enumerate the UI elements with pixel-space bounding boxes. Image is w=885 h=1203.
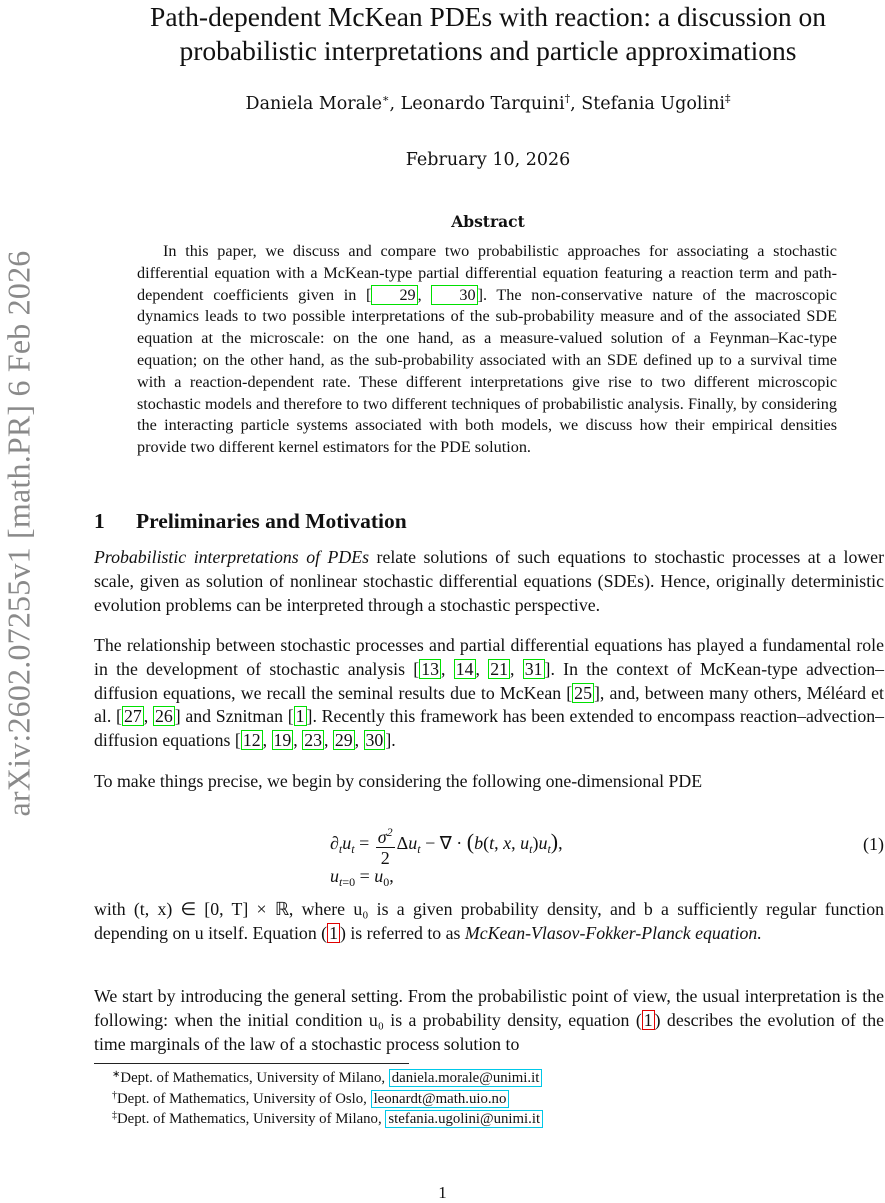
email-link[interactable]: stefania.ugolini@unimi.it	[385, 1110, 543, 1128]
footnote-item	[112, 1068, 812, 1089]
paragraph-text: ], and, between many others, Méléard et al. [	[94, 682, 884, 727]
paragraph-text: ] and Sznitman [	[174, 706, 294, 727]
emphasized-text: McKean-Vlasov-Fokker-Planck equation.	[464, 922, 762, 943]
paragraph-text: relate solutions of such equations to stochastic processes at a lower scale, given as solution of nonlinear stochastic differential equations (SDEs). Hence, originally deterministic evolution problems can be interpreted through a stochastic perspective.	[94, 547, 884, 615]
citation-link[interactable]: 23	[304, 730, 322, 751]
footnote-mark: ‡	[724, 92, 731, 105]
email-link[interactable]: leonardt@math.uio.no	[371, 1090, 510, 1108]
author-list: Daniela Morale∗, Leonardo Tarquini†, Stefania Ugolini‡	[245, 92, 731, 114]
paragraph-text: with (t, x) ∈ [0, T] × ℝ, where u₀ is a given probability density, and b a sufficiently regular function depending on u itself. Equation (	[94, 899, 884, 943]
paragraph-text: ) describes the evolution of the time marginals of the law of a stochastic process solution to	[94, 1009, 885, 1054]
citation-link[interactable]: 14	[455, 658, 474, 679]
footnote-item	[112, 1109, 812, 1130]
citation-link[interactable]: 1	[295, 706, 305, 727]
equation-line-1: $\partial_tu_t$ = $\frac{\sigma^2}{2}$ $\Delta u_t$ − ∇ · (b(t, x, $u_t)u_t$),	[330, 822, 563, 868]
publication-date: February 10, 2026	[405, 150, 571, 170]
footnote-mark: †	[112, 1089, 117, 1101]
footnote-text: Dept. of Mathematics, University of Milano,	[117, 1111, 386, 1127]
author-name: Stefania Ugolini	[581, 94, 725, 114]
email-link[interactable]: daniela.morale@unimi.it	[389, 1069, 543, 1087]
footnote-item	[112, 1089, 812, 1110]
citation-link[interactable]: 25	[574, 682, 592, 703]
section-title: Preliminaries and Motivation	[136, 509, 407, 533]
citation-link[interactable]: 21	[490, 658, 509, 679]
abstract-text: In this paper, we discuss and compare two probabilistic approaches for associating a stochastic differential equation with a McKean-type partial differential equation featuring a reaction term and path-dependent coefficients given in	[137, 242, 837, 304]
paragraph-text: ].	[385, 730, 396, 751]
author-name: Leonardo Tarquini	[400, 94, 565, 114]
abstract-body: In this paper, we discuss and compare two probabilistic approaches for associating a stochastic differential equation with a McKean-type partial differential equation featuring a reaction term and path-dependent coefficients given in [ 29 , 30 ]. The non-conservative nature of the macroscopic dynamics leads to two possible interpretations of the sub-probability measure and of the associated SDE equation at the microscale: on the one hand, as a measure-valued solution of a Feynman–Kac-type equation; on the other hand, as the sub-probability associated with an SDE defined up to a survival time with a reaction-dependent rate. These different interpretations give rise to two different microscopic stochastic models and therefore to two different techniques of probabilistic analysis. Finally, by considering the interacting particle systems associated with both models, we discuss how their empirical densities provide two different kernel estimators for the PDE solution.	[137, 242, 837, 457]
paragraph-text: The relationship between stochastic processes and partial differential equations has played a fundamental role in the development of stochastic analysis [	[94, 635, 884, 679]
footnote-text: Dept. of Mathematics, University of Milano,	[120, 1070, 389, 1086]
paper-title	[88, 0, 885, 68]
equation-reference-link[interactable]: 1	[329, 922, 338, 943]
title-line-2: probabilistic interpretations and particle approximations	[179, 35, 797, 66]
section-number: 1	[94, 509, 105, 533]
paragraph	[94, 898, 884, 946]
paragraph-text: We start by introducing the general setting. From the probabilistic point of view, the usual interpretation is the following: when the initial condition u₀ is a probability density, equation (	[94, 986, 884, 1030]
section-heading	[94, 506, 407, 536]
abstract-text: . The non-conservative nature of the macroscopic dynamics leads to two possible interpretations of the sub-probability measure and of the associated SDE equation at the microscale: on the one hand, as a measure-valued solution of a Feynman–Kac-type equation; on the other hand, as the sub-probability associated with an SDE defined up to a survival time with a reaction-dependent rate. These different interpretations give rise to two different microscopic stochastic models and therefore to two different techniques of probabilistic analysis. Finally, by considering the interacting particle systems associated with both models, we discuss how their empirical densities provide two different kernel estimators for the PDE solution.	[137, 285, 837, 457]
citation-link[interactable]: 12	[242, 730, 261, 751]
paragraph-text: ]. In the context of McKean-type advection–diffusion equations, we recall the seminal results due to McKean [	[94, 658, 885, 703]
paragraph-text: ) is referred to as	[339, 922, 465, 943]
display-equation	[330, 808, 885, 890]
equation-number: (1)	[863, 834, 884, 854]
footnote-separator	[94, 1063, 409, 1064]
footnotes	[112, 1068, 812, 1130]
equation-line-2: $u_{t=0} = u_0$,	[330, 866, 394, 889]
title-line-1: Path-dependent McKean PDEs with reaction: a discussion on	[150, 1, 826, 32]
paragraph	[94, 546, 884, 617]
citation-link[interactable]: 27	[123, 706, 142, 727]
paragraph	[94, 985, 884, 1056]
paragraph: The relationship between stochastic processes and partial differential equations has played a fundamental role in the development of stochastic analysis [ 13 , 14 , 21 , 31 ]. In the context of McKean-type advection–diffusion equations, we recall the seminal results due to McKean [ 25 ], and, between many others, Méléard et al. [ 27 , 26 ] and Sznitman [ 1 ]. Recently this framework has been extended to encompass reaction–advection–diffusion equations [ 12 , 19 , 23 , 29 , 30 ].	[94, 635, 885, 751]
paragraph-text: ]. Recently this framework has been extended to encompass reaction–advection–diffusion equations [	[94, 706, 884, 751]
footnote-mark: †	[564, 92, 571, 105]
citation-link[interactable]: 26	[154, 706, 173, 727]
arxiv-identifier: arXiv:2602.07255v1 [math.PR] 6 Feb 2026	[0, 250, 37, 816]
footnote-mark: ∗	[382, 92, 390, 105]
author-name: Daniela Morale	[245, 94, 383, 114]
citation-link[interactable]: 19	[273, 730, 292, 751]
footnote-mark: ‡	[112, 1110, 117, 1121]
abstract-heading: Abstract	[451, 212, 525, 231]
citation-link[interactable]: 30	[365, 730, 384, 751]
equation-reference-link[interactable]: 1	[643, 1009, 653, 1030]
page-number: 1	[438, 1183, 447, 1202]
citation-link[interactable]: 13	[421, 658, 439, 679]
citation-link[interactable]: 29	[371, 285, 417, 305]
citation-link[interactable]: 31	[524, 658, 543, 679]
footnote-text: Dept. of Mathematics, University of Oslo,	[117, 1090, 371, 1107]
arxiv-side-stamp	[2, 218, 36, 848]
footnote-mark: ∗	[112, 1069, 121, 1080]
emphasized-text: Probabilistic interpretations of PDEs	[94, 547, 370, 567]
citation-link[interactable]: 30	[431, 285, 477, 305]
citation-link[interactable]: 29	[334, 730, 353, 751]
paragraph: To make things precise, we begin by considering the following one-dimensional PDE	[94, 771, 703, 791]
